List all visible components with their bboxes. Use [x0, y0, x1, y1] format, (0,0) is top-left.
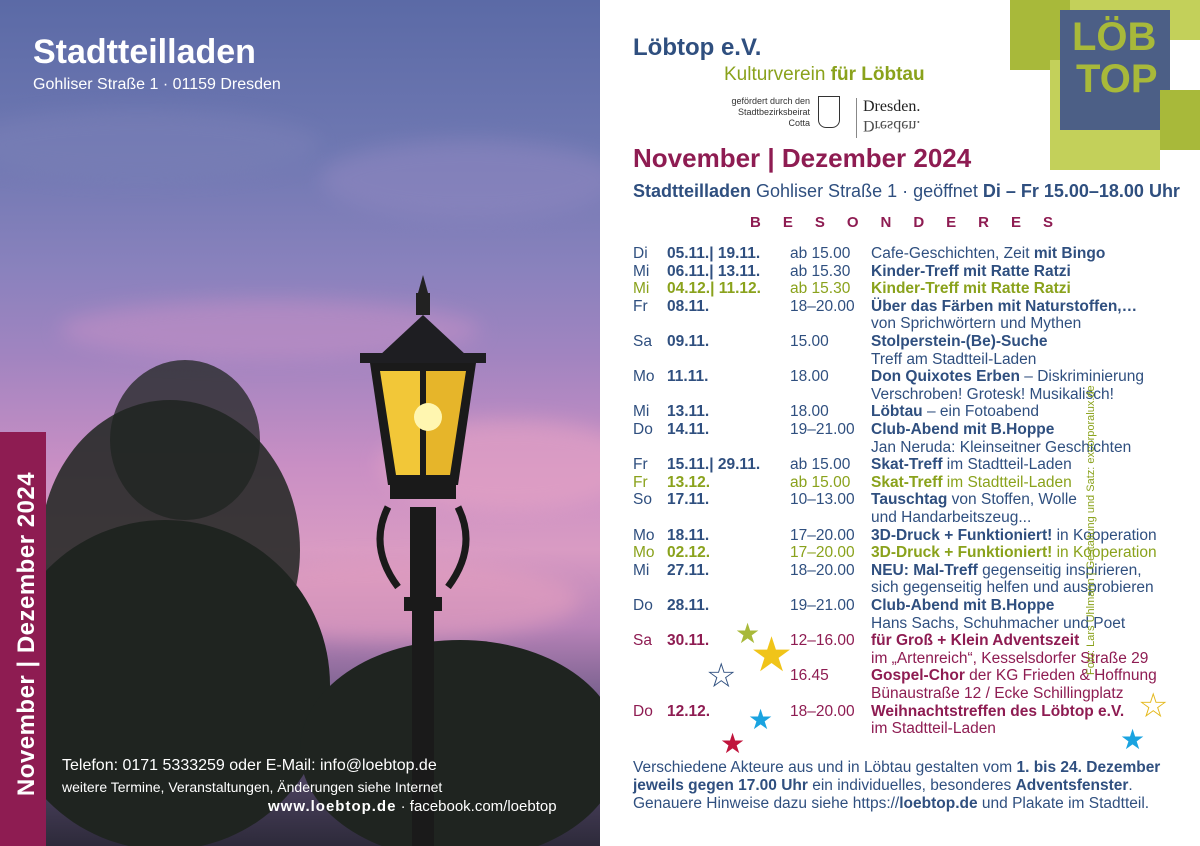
- event-day: Fr: [633, 473, 648, 491]
- event-day: Mi: [633, 262, 650, 280]
- event-title: Gospel-Chor der KG Frieden & Hoffnung: [871, 667, 1157, 685]
- left-title: Stadtteilladen: [33, 33, 256, 71]
- logo-text-bottom: TOP: [1076, 57, 1158, 101]
- event-date: 14.11.: [667, 421, 710, 438]
- event-title: 3D-Druck + Funktioniert! in Kooperation: [871, 544, 1157, 562]
- opening-hours: Stadtteilladen Gohliser Straße 1 · geöffnet Di – Fr 15.00–18.00 Uhr: [633, 181, 1180, 201]
- event-detail: Treff am Stadtteil-Laden: [871, 350, 1037, 368]
- event-date: 04.12.| 11.12.: [667, 280, 761, 298]
- event-day: Do: [633, 702, 653, 720]
- months-heading: November | Dezember 2024: [633, 143, 972, 173]
- event-day: So: [633, 491, 652, 509]
- event-time: 19–21.00: [790, 421, 855, 438]
- event-time: 12–16.00: [790, 632, 855, 650]
- event-detail: Bünaustraße 12 / Ecke Schillingplatz: [871, 685, 1124, 702]
- event-day: Fr: [633, 297, 648, 315]
- event-day: Do: [633, 421, 653, 438]
- web-links: [268, 798, 557, 815]
- dresden-logo: Dresden.: [863, 98, 921, 115]
- event-time: 18.00: [790, 368, 829, 386]
- event-date: 13.11.: [667, 403, 710, 421]
- left-address: Gohliser Straße 1 · 01159 Dresden: [33, 76, 281, 93]
- event-date: 18.11.: [667, 526, 710, 544]
- section-heading: BESONDERES: [750, 214, 1076, 231]
- event-detail: von Sprichwörtern und Mythen: [871, 315, 1082, 333]
- event-title: Club-Abend mit B.Hoppe: [871, 597, 1055, 614]
- event-time: 16.45: [790, 667, 829, 685]
- star-icon: ★: [748, 704, 774, 735]
- event-title: Weihnachtstreffen des Löbtop e.V.: [871, 702, 1125, 720]
- sponsor-note: gefördert durch den Stadtbezirksbeirat Cotta: [731, 96, 810, 128]
- advent-note: Verschiedene Akteure aus und in Löbtau gestalten vom 1. bis 24. Dezember jeweils gegen 17.00 Uhr ein individuelles, besonderes Adventsfenster. Genauere Hinweise dazu siehe https://loebtop.de und Plakate im Stadtteil.: [633, 759, 1161, 812]
- event-date: 11.11.: [667, 368, 709, 386]
- more-info: weitere Termine, Veranstaltungen, Änderungen siehe Internet: [62, 779, 443, 795]
- event-date: 05.11.| 19.11.: [667, 245, 761, 262]
- event-day: Sa: [633, 632, 652, 650]
- event-time: 10–13.00: [790, 491, 855, 509]
- event-time: 18–20.00: [790, 702, 855, 720]
- event-title: Cafe-Geschichten, Zeit mit Bingo: [871, 245, 1106, 262]
- event-title: Über das Färben mit Naturstoffen,…: [871, 297, 1138, 315]
- event-time: ab 15.00: [790, 473, 851, 491]
- event-time: 18–20.00: [790, 561, 855, 579]
- event-detail: und Handarbeitszeug...: [871, 509, 1032, 526]
- event-day: Mi: [633, 561, 650, 579]
- event-date: 17.11.: [667, 491, 710, 509]
- event-time: 18–20.00: [790, 297, 855, 315]
- star-icon: ★: [750, 629, 794, 682]
- event-day: Mo: [633, 368, 655, 386]
- event-detail: Hans Sachs, Schuhmacher und Poet: [871, 614, 1126, 632]
- event-date: 09.11.: [667, 333, 710, 350]
- event-time: ab 15.00: [790, 456, 851, 474]
- credits: Foto: Lars Uhlmann | Gestaltung und Satz: excorporalux.de: [1085, 385, 1097, 675]
- event-day: Mi: [633, 403, 650, 421]
- event-time: 15.00: [790, 333, 829, 350]
- event-day: Mo: [633, 544, 655, 562]
- event-time: ab 15.30: [790, 262, 851, 280]
- star-icon: ★: [1120, 724, 1146, 755]
- event-day: Di: [633, 245, 648, 262]
- event-title: 3D-Druck + Funktioniert! in Kooperation: [871, 526, 1157, 544]
- event-title: NEU: Mal-Treff gegenseitig inspirieren,: [871, 561, 1142, 579]
- event-time: ab 15.30: [790, 280, 851, 298]
- event-title: Löbtau – ein Fotoabend: [871, 403, 1039, 421]
- event-date: 15.11.| 29.11.: [667, 456, 761, 474]
- org-name: Löbtop e.V.: [633, 34, 762, 61]
- event-date: 28.11.: [667, 597, 710, 614]
- event-date: 08.11.: [667, 297, 710, 315]
- star-outline-icon: ☆: [1138, 687, 1169, 725]
- event-title: Kinder-Treff mit Ratte Ratzi: [871, 262, 1071, 280]
- event-detail: im Stadtteil-Laden: [871, 720, 996, 738]
- event-day: Fr: [633, 456, 648, 474]
- event-date: 27.11.: [667, 561, 710, 579]
- event-time: 17–20.00: [790, 526, 855, 544]
- event-title: Skat-Treff im Stadtteil-Laden: [871, 473, 1072, 491]
- event-time: 19–21.00: [790, 597, 855, 614]
- event-date: 13.12.: [667, 473, 711, 491]
- event-date: 06.11.| 13.11.: [667, 262, 761, 280]
- event-day: Sa: [633, 333, 652, 350]
- star-icon: ★: [735, 618, 761, 649]
- event-detail: Jan Neruda: Kleinseitner Geschichten: [871, 438, 1132, 456]
- program-panel: [600, 0, 1200, 846]
- org-subtitle: Kulturverein für Löbtau: [724, 64, 925, 85]
- event-title: Don Quixotes Erben – Diskriminierung: [871, 368, 1145, 386]
- event-time: 18.00: [790, 403, 829, 421]
- event-title: für Groß + Klein Adventszeit: [871, 632, 1080, 650]
- dresden-logo-mirror: Dresden.: [863, 117, 921, 134]
- event-time: 17–20.00: [790, 544, 855, 562]
- website-link-bottom[interactable]: loebtop.de: [899, 795, 978, 812]
- loebtop-logo: [1010, 0, 1200, 170]
- event-day: Mi: [633, 280, 650, 298]
- event-date: 02.12.: [667, 544, 711, 562]
- event-detail: im „Artenreich“, Kesselsdorfer Straße 29: [871, 649, 1149, 667]
- event-detail: Verschroben! Grotesk! Musikalisch!: [871, 385, 1114, 403]
- event-title: Stolperstein-(Be)-Suche: [871, 333, 1048, 350]
- event-day: Mo: [633, 526, 655, 544]
- event-date: 12.12.: [667, 702, 711, 720]
- star-icon: ★: [720, 728, 746, 759]
- event-date: 30.11.: [667, 632, 710, 650]
- facebook-link[interactable]: · facebook.com/loebtop: [396, 798, 557, 815]
- event-detail: sich gegenseitig helfen und ausprobieren: [871, 579, 1154, 597]
- city-crest-icon: [818, 96, 840, 128]
- event-title: Tauschtag von Stoffen, Wolle: [871, 491, 1077, 509]
- logo-text-top: LÖB: [1072, 15, 1157, 59]
- date-strip-text: November | Dezember 2024: [13, 471, 40, 797]
- event-day: Do: [633, 597, 653, 614]
- event-time: ab 15.00: [790, 245, 851, 262]
- contact-phone: Telefon: 0171 5333259 oder E-Mail: info@loebtop.de: [62, 757, 437, 774]
- star-outline-icon: ☆: [706, 657, 737, 695]
- event-title: Skat-Treff im Stadtteil-Laden: [871, 456, 1072, 474]
- event-title: Club-Abend mit B.Hoppe: [871, 421, 1055, 438]
- event-title: Kinder-Treff mit Ratte Ratzi: [871, 280, 1071, 298]
- website-link[interactable]: www.loebtop.de: [268, 798, 397, 815]
